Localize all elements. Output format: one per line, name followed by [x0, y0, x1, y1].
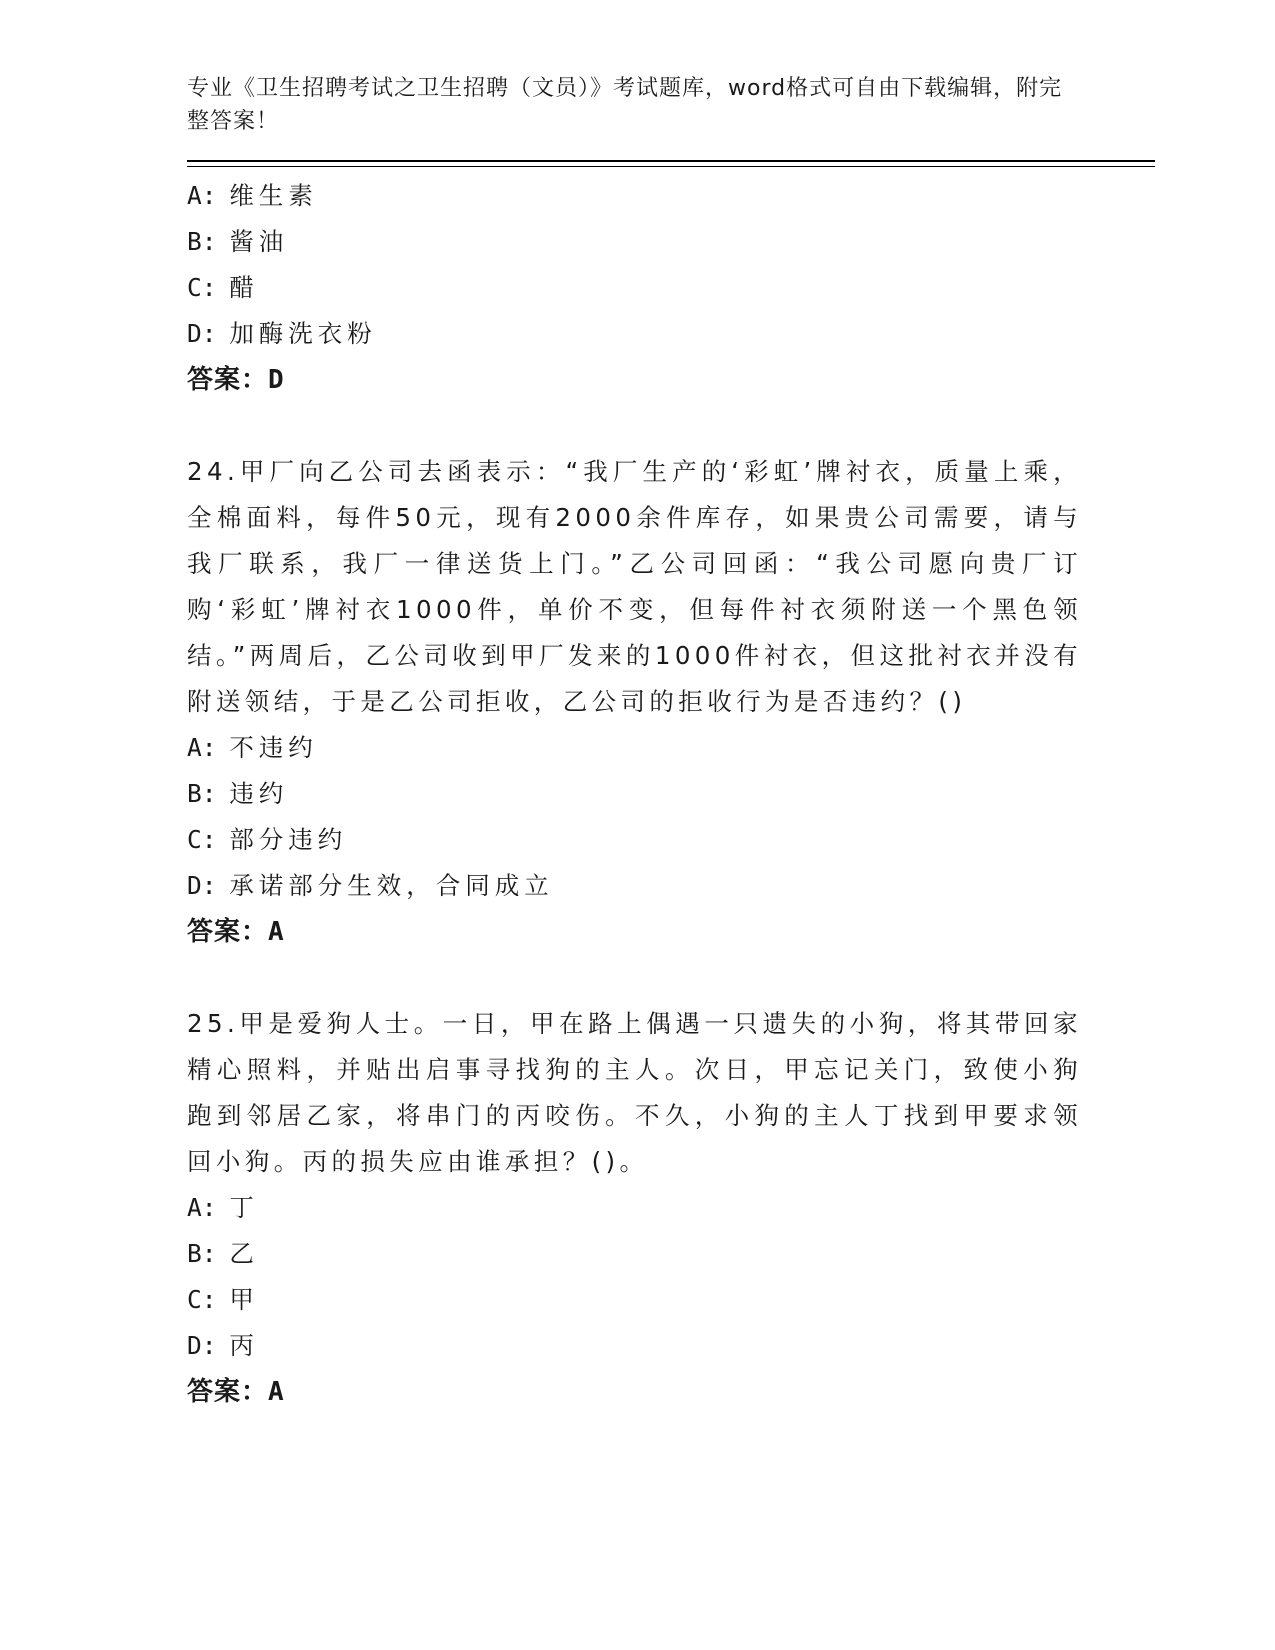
question-24: [187, 449, 1087, 955]
option-letter: C:: [187, 1285, 217, 1314]
option-letter: B:: [187, 1239, 217, 1268]
option-d: [187, 311, 1087, 357]
option-text: 乙: [229, 1239, 259, 1268]
spacer: [187, 955, 1087, 1001]
option-letter: A:: [187, 181, 217, 210]
option-letter: C:: [187, 825, 217, 854]
option-text: 酱油: [229, 227, 289, 256]
option-letter: D:: [187, 1331, 217, 1360]
answer-value: A: [268, 917, 285, 947]
option-letter: A:: [187, 733, 217, 762]
answer-value: A: [268, 1377, 285, 1407]
option-d: [187, 863, 1087, 909]
question-text: 25.甲是爱狗人士。一日，甲在路上偶遇一只遗失的小狗，将其带回家精心照料，并贴出启事寻找狗的主人。次日，甲忘记关门，致使小狗跑到邻居乙家，将串门的丙咬伤。不久，小狗的主人丁找到甲要求领回小狗。丙的损失应由谁承担？()。: [187, 1009, 1082, 1176]
answer-value: D: [268, 365, 285, 395]
option-letter: B:: [187, 779, 217, 808]
spacer: [187, 403, 1087, 449]
answer-label: 答案：: [187, 1377, 269, 1407]
option-text: 维生素: [229, 181, 318, 210]
option-b: [187, 219, 1087, 265]
header-divider: [187, 160, 1155, 167]
option-text: 甲: [229, 1285, 259, 1314]
answer-line: [187, 909, 1087, 955]
option-b: [187, 1231, 1087, 1277]
option-c: [187, 817, 1087, 863]
option-c: [187, 265, 1087, 311]
option-a: [187, 1185, 1087, 1231]
option-c: [187, 1277, 1087, 1323]
question-25: [187, 1001, 1087, 1415]
option-text: 违约: [229, 779, 289, 808]
option-text: 加酶洗衣粉: [229, 319, 377, 348]
option-text: 醋: [229, 273, 259, 302]
answer-label: 答案：: [187, 365, 269, 395]
option-letter: D:: [187, 871, 217, 900]
option-text: 丁: [229, 1193, 259, 1222]
option-letter: A:: [187, 1193, 217, 1222]
option-letter: D:: [187, 319, 217, 348]
question-23: [187, 173, 1087, 403]
question-text: 24.甲厂向乙公司去函表示：“我厂生产的‘彩虹’牌衬衣，质量上乘，全棉面料，每件50元，现有2000余件库存，如果贵公司需要，请与我厂联系，我厂一律送货上门。”乙公司回函：“我公司愿向贵厂订购‘彩虹’牌衬衣1000件，单价不变，但每件衬衣须附送一个黑色领结。”两周后，乙公司收到甲厂发来的1000件衬衣，但这批衬衣并没有附送领结，于是乙公司拒收，乙公司的拒收行为是否违约？(): [187, 457, 1082, 716]
option-text: 承诺部分生效，合同成立: [229, 871, 554, 900]
document-page: [187, 72, 1087, 1415]
option-a: [187, 725, 1087, 771]
option-text: 不违约: [229, 733, 318, 762]
option-text: 部分违约: [229, 825, 348, 854]
document-header: 专业《卫生招聘考试之卫生招聘（文员）》考试题库，word格式可自由下载编辑，附完整答案！: [187, 76, 1063, 134]
option-letter: C:: [187, 273, 217, 302]
answer-line: [187, 1369, 1087, 1415]
option-b: [187, 771, 1087, 817]
option-text: 丙: [229, 1331, 259, 1360]
option-a: [187, 173, 1087, 219]
option-letter: B:: [187, 227, 217, 256]
answer-label: 答案：: [187, 917, 269, 947]
answer-line: [187, 357, 1087, 403]
option-d: [187, 1323, 1087, 1369]
